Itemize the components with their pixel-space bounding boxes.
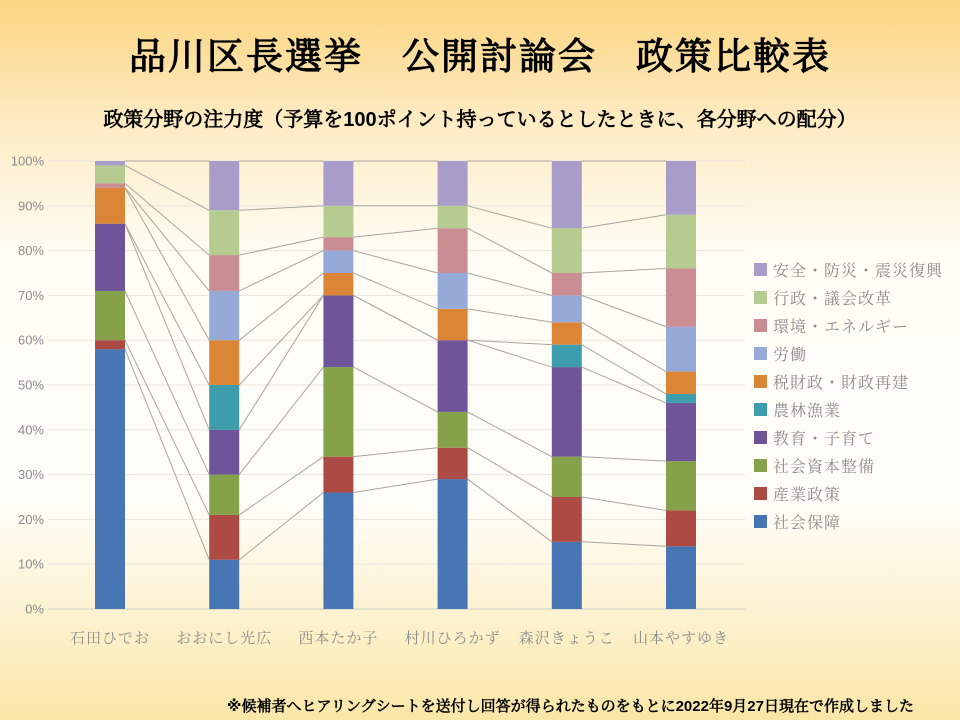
bar-segment: [323, 367, 353, 457]
series-connector-line: [582, 322, 666, 371]
legend-swatch-icon: [754, 291, 767, 304]
legend-label: 行政・議会改革: [773, 291, 893, 308]
x-axis-category-label: 西本たか子: [298, 630, 379, 647]
bar-segment: [209, 430, 239, 475]
bar-segment: [95, 340, 125, 349]
bar-segment: [666, 510, 696, 546]
legend-swatch-icon: [754, 431, 767, 444]
legend-label: 環境・エネルギー: [773, 319, 910, 336]
bar-segment: [552, 228, 582, 273]
bar-segment: [209, 340, 239, 385]
bar-segment: [323, 237, 353, 250]
legend-swatch-icon: [754, 375, 767, 388]
bar-segment: [209, 515, 239, 560]
legend-label: 社会保障: [773, 515, 842, 532]
bar-segment: [552, 161, 582, 228]
bar-segment: [552, 322, 582, 344]
bar-segment: [552, 345, 582, 367]
series-connector-line: [468, 412, 552, 457]
series-connector-line: [125, 224, 209, 385]
series-connector-line: [582, 215, 666, 228]
legend-item: [754, 513, 943, 530]
bar-segment: [438, 479, 468, 609]
x-axis-category-label: 石田ひでお: [69, 630, 151, 647]
legend-swatch-icon: [754, 403, 767, 416]
series-connector-line: [353, 448, 437, 457]
bar-segment: [552, 367, 582, 457]
bar-segment: [209, 255, 239, 291]
y-axis-tick-label: 100%: [10, 153, 44, 169]
bar-segment: [95, 188, 125, 224]
series-connector-line: [125, 349, 209, 560]
bar-segment: [323, 295, 353, 367]
series-connector-line: [125, 291, 209, 475]
legend-item: [754, 485, 943, 502]
legend-swatch-icon: [754, 459, 767, 472]
bar-segment: [552, 457, 582, 497]
footnote: ※候補者へヒアリングシートを送付し回答が得られたものをもとに2022年9月27日現在で作成しました: [226, 698, 914, 715]
bar-segment: [666, 161, 696, 215]
legend-swatch-icon: [754, 515, 767, 528]
bar-segment: [323, 273, 353, 295]
legend-label: 産業政策: [773, 487, 842, 504]
bar-segment: [209, 210, 239, 255]
bar-segment: [95, 349, 125, 609]
bar-segment: [438, 228, 468, 273]
series-connector-line: [468, 309, 552, 322]
chart-subtitle: 政策分野の注力度（予算を100ポイント持っているとしたときに、各分野への配分）: [103, 109, 857, 131]
x-axis-category-label: 山本やすゆき: [632, 630, 730, 647]
bar-segment: [666, 215, 696, 269]
bar-segment: [552, 542, 582, 609]
bar-segment: [323, 161, 353, 206]
series-connector-line: [582, 345, 666, 394]
bar-segment: [323, 251, 353, 273]
series-connector-line: [239, 367, 323, 475]
legend-label: 安全・防災・震災復興: [773, 263, 944, 280]
legend-label: 農林漁業: [773, 403, 842, 420]
series-connector-line: [582, 542, 666, 546]
series-connector-line: [239, 273, 323, 340]
series-connector-line: [239, 295, 323, 429]
series-connector-line: [468, 448, 552, 497]
legend-swatch-icon: [754, 347, 767, 360]
legend-item: [754, 457, 943, 474]
series-connector-line: [353, 367, 437, 412]
bar-segment: [209, 475, 239, 515]
legend-swatch-icon: [754, 263, 767, 276]
legend-item: [754, 373, 943, 390]
bar-segment: [323, 493, 353, 609]
bar-segment: [438, 412, 468, 448]
y-axis-tick-label: 10%: [17, 556, 44, 572]
bar-segment: [95, 224, 125, 291]
legend-label: 税財政・財政再建: [773, 375, 910, 392]
bar-segment: [438, 340, 468, 412]
x-axis-category-label: 村川ひろかず: [404, 630, 501, 647]
bar-segment: [95, 165, 125, 183]
series-connector-line: [582, 497, 666, 510]
series-connector-line: [125, 183, 209, 255]
series-connector-line: [239, 251, 323, 291]
bar-segment: [209, 560, 239, 609]
series-connector-line: [468, 206, 552, 228]
y-axis-tick-label: 90%: [17, 198, 44, 214]
y-axis-tick-label: 50%: [17, 377, 44, 393]
bar-segment: [95, 183, 125, 187]
bar-segment: [552, 497, 582, 542]
bar-segment: [438, 206, 468, 228]
legend-label: 社会資本整備: [773, 459, 876, 476]
series-connector-line: [582, 269, 666, 273]
legend-label: 教育・子育て: [773, 431, 876, 448]
x-axis-category-label: 森沢きょうこ: [518, 630, 615, 647]
series-connector-line: [125, 224, 209, 430]
series-connector-line: [582, 457, 666, 461]
bar-segment: [552, 295, 582, 322]
series-connector-line: [239, 493, 323, 560]
y-axis-tick-label: 20%: [17, 511, 44, 527]
bar-segment: [666, 269, 696, 327]
y-axis-tick-label: 60%: [17, 332, 44, 348]
bar-segment: [666, 403, 696, 461]
bar-segment: [95, 161, 125, 165]
bar-segment: [666, 546, 696, 609]
bar-segment: [552, 273, 582, 295]
y-axis-tick-label: 40%: [17, 422, 44, 438]
legend-item: [754, 289, 943, 306]
bar-segment: [438, 448, 468, 479]
y-axis-tick-label: 80%: [17, 243, 44, 259]
y-axis-tick-label: 70%: [17, 287, 44, 303]
bar-segment: [666, 372, 696, 394]
bar-segment: [666, 394, 696, 403]
legend-item: [754, 401, 943, 418]
series-connector-line: [353, 228, 437, 237]
bar-segment: [323, 206, 353, 237]
series-connector-line: [239, 206, 323, 210]
bar-segment: [666, 327, 696, 372]
bar-segment: [95, 291, 125, 340]
bar-segment: [438, 273, 468, 309]
y-axis-tick-label: 30%: [17, 467, 44, 483]
legend-item: [754, 317, 943, 334]
series-connector-line: [353, 251, 437, 273]
legend-item: [754, 429, 943, 446]
series-connector-line: [239, 237, 323, 255]
series-connector-line: [353, 479, 437, 492]
bar-segment: [209, 385, 239, 430]
legend-swatch-icon: [754, 319, 767, 332]
series-connector-line: [468, 479, 552, 542]
bar-segment: [438, 161, 468, 206]
bar-segment: [209, 291, 239, 340]
legend: [754, 261, 943, 541]
series-connector-line: [125, 340, 209, 515]
x-axis-category-label: おおにし光広: [176, 630, 273, 647]
series-connector-line: [468, 273, 552, 295]
series-connector-line: [239, 457, 323, 515]
legend-label: 労働: [773, 347, 808, 364]
legend-swatch-icon: [754, 487, 767, 500]
bar-segment: [209, 161, 239, 210]
series-connector-line: [353, 273, 437, 309]
bar-segment: [666, 461, 696, 510]
legend-item: [754, 345, 943, 362]
y-axis-tick-label: 0%: [25, 601, 44, 617]
bar-segment: [323, 457, 353, 493]
bar-segment: [438, 309, 468, 340]
page-title: 品川区長選挙 公開討論会 政策比較表: [129, 36, 831, 77]
legend-item: [754, 261, 943, 278]
series-connector-line: [353, 295, 437, 340]
stacked-bar-chart: [0, 140, 760, 685]
series-connector-line: [582, 295, 666, 326]
